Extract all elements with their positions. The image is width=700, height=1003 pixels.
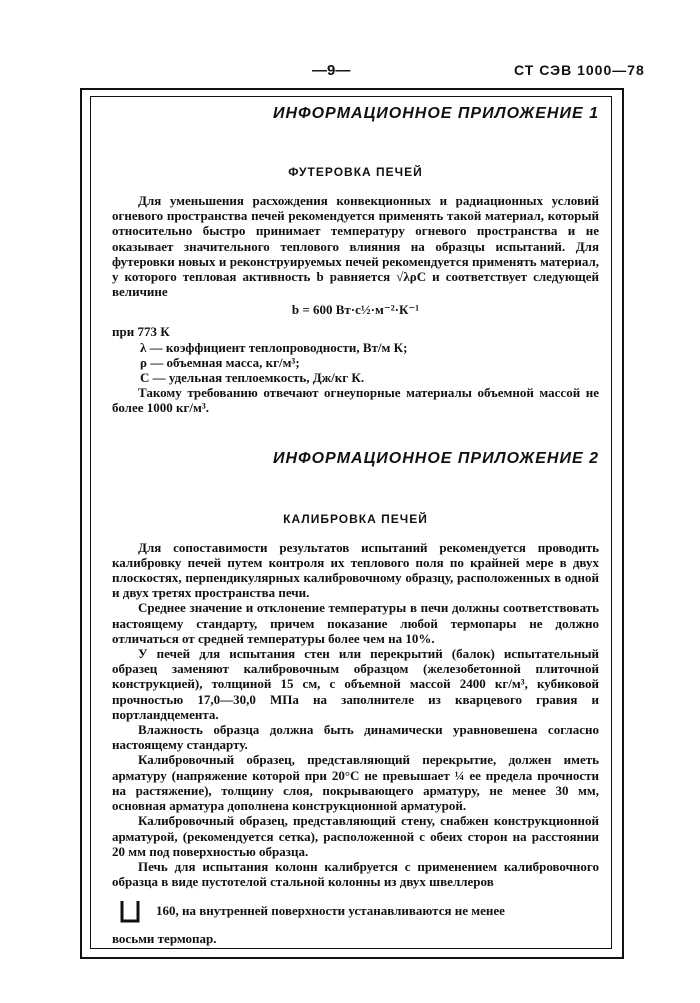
appendix2-title: ИНФОРМАЦИОННОЕ ПРИЛОЖЕНИЕ 2	[273, 449, 599, 467]
channel-section-icon	[120, 899, 140, 923]
appendix2-paragraph: Для сопоставимости результатов испытаний рекомендуется проводить калибровку печей путем контроля их теплового поля по крайней мере в двух плоскостях, перпендикулярных калибровочному образцу, расположенных в одной и двух третях пространства печи.	[112, 539, 599, 601]
appendix2-paragraph: Калибровочный образец, представляющий перекрытие, должен иметь арматуру (напряжение которой при 20°С не превышает ¼ ее предела прочности на растяжение), толщину слоя, покрывающего арматуру, не менее 30 мм, основная арматура дополнена конструкционной арматурой.	[112, 752, 599, 814]
appendix2-section-title: КАЛИБРОВКА ПЕЧЕЙ	[283, 511, 428, 526]
document-body	[112, 100, 599, 947]
appendix2-paragraph: Печь для испытания колонн калибруется с применением калибровочного образца в виде пустотелой стальной колонны из двух швеллеров	[112, 858, 599, 890]
appendix2-paragraph: Среднее значение и отклонение температуры в печи должны соответствовать настоящему стандарту, причем показание любой термопары не должно отличаться от средней температуры более чем на 10%.	[112, 600, 599, 646]
definition-c: C — удельная теплоемкость, Дж/кг К.	[140, 370, 365, 386]
appendix1-closing: Такому требованию отвечают огнеупорные материалы объемной массой не более 1000 кг/м³.	[112, 385, 599, 416]
appendix1-title: ИНФОРМАЦИОННОЕ ПРИЛОЖЕНИЕ 1	[273, 105, 599, 122]
appendix1-paragraph: Для уменьшения расхождения конвекционных и радиационных условий огневого пространства печей рекомендуется применять такой материал, который относительно быстро принимает температуру огневого пространства и не оказывает значительного теплового влияния на образцы испытаний. Для футеровки новых и реконструируемых печей рекомендуется применять материал, у которого тепловая активность b равняется √λρC и соответствует следующей величине	[112, 193, 599, 300]
final-line: восьми термопар.	[112, 931, 217, 947]
channel-line	[112, 897, 599, 927]
temperature-condition: при 773 К	[112, 324, 170, 340]
definition-lambda: λ — коэффициент теплопроводности, Вт/м К;	[140, 339, 408, 355]
appendix2-paragraph: У печей для испытания стен или перекрытий (балок) испытательный образец заменяют калибровочным образцом (железобетонной плиточной конструкцией), толщиной 15 см, с объемной массой 2400 кг/м³, кубиковой прочностью 17,0—30,0 МПа на заполнителе из кварцевого гравия и портландцемента.	[112, 646, 599, 722]
appendix2-paragraph: Влажность образца должна быть динамически уравновешена согласно настоящему стандарту.	[112, 722, 599, 753]
standard-code: СТ СЭВ 1000—78	[514, 62, 645, 78]
appendix2-paragraph: Калибровочный образец, представляющий стену, снабжен конструкционной арматурой, (рекомендуется сетка), расположенной с обеих сторон на расстоянии 20 мм под поверхностью образца.	[112, 813, 599, 859]
formula: b = 600 Вт·с½·м⁻²·К⁻¹	[291, 302, 420, 318]
definition-rho: ρ — объемная масса, кг/м³;	[140, 354, 300, 370]
page-number: —9—	[312, 62, 351, 79]
definitions-block	[112, 324, 599, 385]
appendix1-section-title: ФУТЕРОВКА ПЕЧЕЙ	[288, 165, 423, 179]
channel-line-text: 160, на внутренней поверхности устанавливаются не менее	[156, 903, 505, 919]
